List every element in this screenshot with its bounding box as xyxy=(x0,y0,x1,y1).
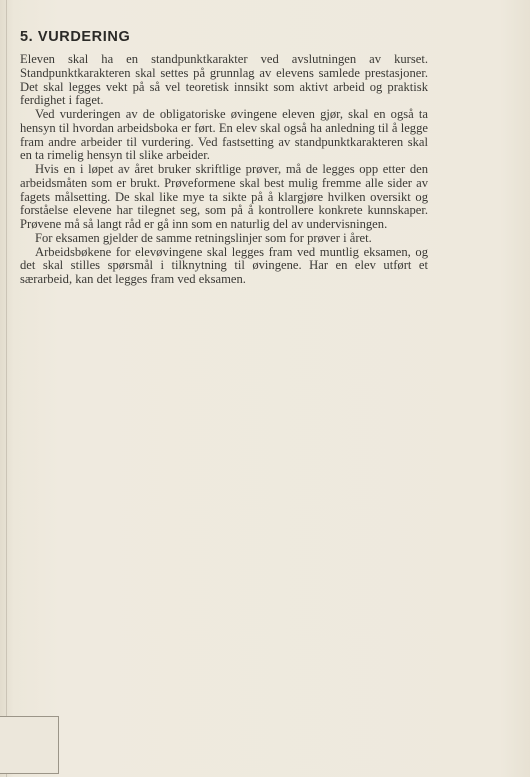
section-heading: 5. VURDERING xyxy=(20,29,131,45)
section-body xyxy=(20,53,428,287)
paragraph-skriftlige-prover: Hvis en i løpet av året bruker skriftlige prøver, må de legges opp etter den arbeidsmåten som er brukt. Prøveformene skal best mulig fremme alle sider av fagets målsetting. De skal like mye ta sikte på å klargjøre hvilken oversikt og forståelse elevene har tilegnet seg, som på å kontrollere konkrete kunnskaper. Prøvene må så langt råd er gå inn som en naturlig del av undervisningen. xyxy=(20,162,428,231)
paragraph-standpunktkarakter: Eleven skal ha en standpunktkarakter ved avslutningen av kurset. Standpunktkarakteren skal settes på grunnlag av elevens samlede prestasjoner. Det skal legges vekt på så vel teoretisk innsikt som aktivt arbeid og praktisk ferdighet i faget. xyxy=(20,52,428,108)
page-gutter-line xyxy=(6,0,7,777)
paragraph-obligatoriske-ovinger: Ved vurderingen av de obligatoriske øvingene eleven gjør, skal en også ta hensyn til hvordan arbeidsboka er ført. En elev skal også ha anledning til å legge fram andre arbeider til vurdering. Ved fastsetting av standpunktkarakteren skal en ta rimelig hensyn til slike arbeider. xyxy=(20,107,428,163)
corner-label-box xyxy=(0,716,59,774)
paragraph-arbeidsboker: Arbeidsbøkene for elevøvingene skal legges fram ved muntlig eksamen, og det skal stilles spørsmål i tilknytning til øvingene. Har en elev utført et særarbeid, kan det legges fram ved eksamen. xyxy=(20,244,428,286)
paragraph-eksamen: For eksamen gjelder de samme retningslinjer som for prøver i året. xyxy=(35,230,372,245)
